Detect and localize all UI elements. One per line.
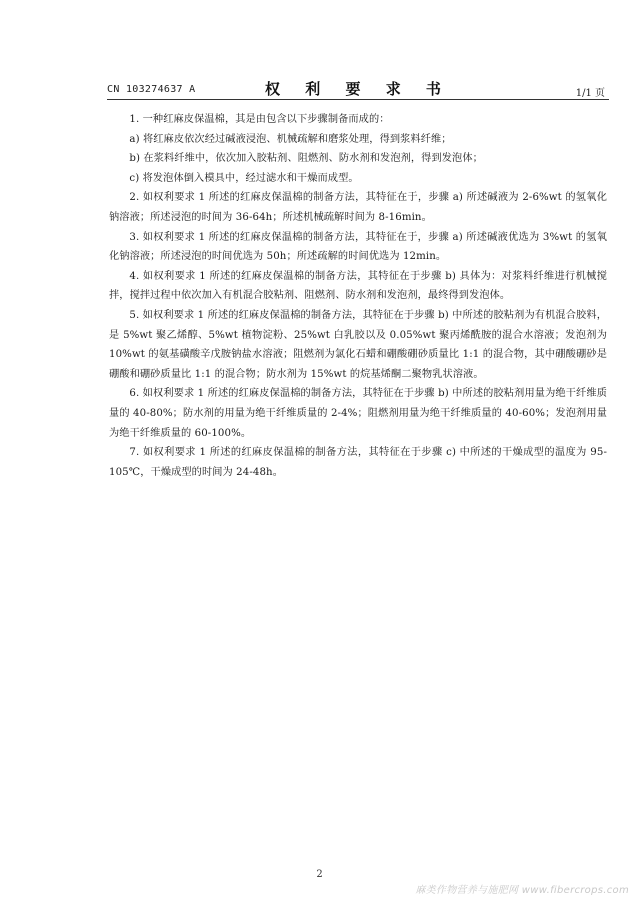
claim-1: 1. 一种红麻皮保温棉，其是由包含以下步骤制备而成的：: [129, 114, 390, 125]
claim-3: 3. 如权利要求 1 所述的红麻皮保温棉的制备方法，其特征在于，步骤 a) 所述碱液优选为 3%wt 的氢氧化钠溶液；所述浸泡的时间优选为 50h；所述疏解的时间优选为 12min。: [109, 231, 607, 263]
claim-6: 6. 如权利要求 1 所述的红麻皮保温棉的制备方法，其特征在于步骤 b) 中所述的胶粘剂用量为绝干纤维质量的 40-80%；防水剂的用量为绝干纤维质量的 2-4%；阻燃剂用量为绝干纤维质量的 40-60%；发泡剂用量为绝干纤维质量的 60-100%。: [109, 388, 607, 439]
claim-5: 5. 如权利要求 1 所述的红麻皮保温棉的制备方法，其特征在于步骤 b) 中所述的胶粘剂为有机混合胶料，是 5%wt 聚乙烯醇、5%wt 植物淀粉、25%wt 白乳胶以及 0.05%wt 聚丙烯酰胺的混合水溶液；发泡剂为 10%wt 的氨基磺酸辛戊胺钠盐水溶液；阻燃剂为氯化石蜡和硼酸硼砂质量比 1:1 的混合物，其中硼酸硼砂是硼酸和硼砂质量比 1:1 的混合物；防水剂为 15%wt 的烷基烯酮二聚物乳状溶液。: [109, 309, 607, 380]
publication-number: CN 103274637 A: [107, 84, 196, 95]
document-header: [107, 78, 609, 100]
claim-4: 4. 如权利要求 1 所述的红麻皮保温棉的制备方法，其特征在于步骤 b) 具体为：对浆料纤维进行机械搅拌，搅拌过程中依次加入有机混合胶粘剂、阻燃剂、防水剂和发泡剂，最终得到发泡体。: [109, 270, 607, 302]
claims-body: [109, 110, 607, 482]
claim-1-step-a: a) 将红麻皮依次经过碱液浸泡、机械疏解和磨浆处理，得到浆料纤维；: [129, 133, 452, 145]
document-title: 权 利 要 求 书: [265, 80, 451, 98]
claim-1-step-c: c) 将发泡体倒入模具中，经过滤水和干燥而成型。: [129, 172, 359, 184]
page-info: 1/1 页: [575, 88, 605, 99]
header-divider: [107, 99, 609, 100]
claim-1-step-b: b) 在浆料纤维中，依次加入胶粘剂、阻燃剂、防水剂和发泡剂，得到发泡体；: [129, 153, 483, 165]
page-number: 2: [316, 869, 323, 880]
claim-2: 2. 如权利要求 1 所述的红麻皮保温棉的制备方法，其特征在于，步骤 a) 所述碱液为 2-6%wt 的氢氧化钠溶液；所述浸泡的时间为 36-64h；所述机械疏解时间为 8-16min。: [109, 192, 607, 223]
watermark: 麻类作物营养与施肥网 www.fibercrops.com: [415, 885, 629, 896]
claim-7: 7. 如权利要求 1 所述的红麻皮保温棉的制备方法，其特征在于步骤 c) 中所述的干燥成型的温度为 95-105℃，干燥成型的时间为 24-48h。: [109, 447, 607, 478]
